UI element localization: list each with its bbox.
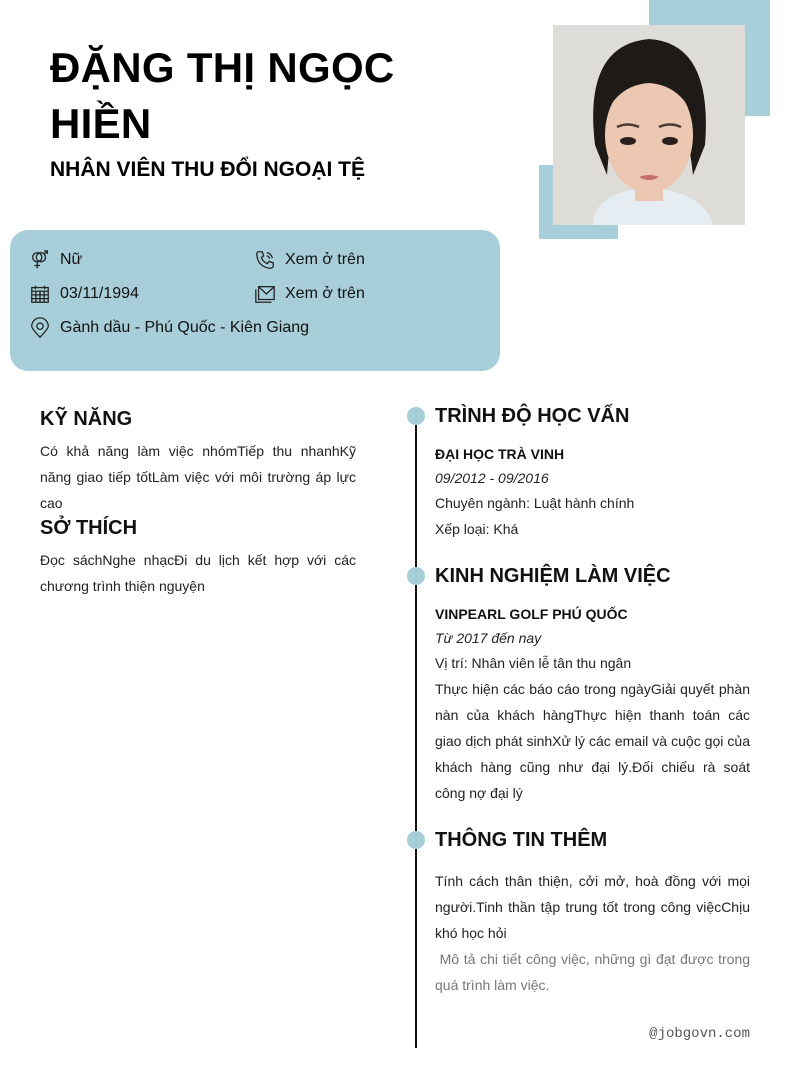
- candidate-name: ĐẶNG THỊ NGỌC HIỀN: [50, 44, 395, 147]
- profile-photo: [553, 25, 745, 225]
- experience-description: Thực hiện các báo cáo trong ngàyGiải quyết phàn nàn của khách hàngThực hiện thanh toán các giao dịch phát sinhXử lý các email và cuộc gọi của khách hàng cũng như đại lý.Đối chiếu rà soát công nợ đại lý: [435, 681, 750, 801]
- gender-value: Nữ: [60, 251, 83, 268]
- timeline-dot-additional: [407, 831, 425, 849]
- job-title: NHÂN VIÊN THU ĐỔI NGOẠI TỆ: [50, 158, 366, 181]
- watermark: @jobgovn.com: [649, 1026, 750, 1042]
- experience-position: Vị trí: Nhân viên lễ tân thu ngân: [435, 655, 632, 671]
- location-pin-icon: [29, 317, 51, 339]
- email-icon: [254, 283, 276, 305]
- education-period: 09/2012 - 09/2016: [435, 470, 549, 486]
- education-grade: Xếp loại: Khá: [435, 521, 519, 537]
- skills-heading: KỸ NĂNG: [40, 408, 133, 430]
- additional-text: Tính cách thân thiện, cởi mở, hoà đồng với mọi người.Tinh thần tập trung tốt trong công việcChịu khó học hỏi: [435, 873, 750, 941]
- calendar-icon: [29, 283, 51, 305]
- contact-email: [254, 283, 365, 305]
- education-school: ĐẠI HỌC TRÀ VINH: [435, 446, 565, 462]
- contact-info-box: [10, 230, 500, 371]
- birthdate-value: 03/11/1994: [60, 285, 139, 302]
- additional-placeholder: Mô tả chi tiết công việc, những gì đạt được trong quá trình làm việc.: [435, 951, 754, 993]
- contact-gender: [29, 249, 82, 271]
- timeline-dot-education: [407, 407, 425, 425]
- skills-text: Có khả năng làm việc nhómTiếp thu nhanhKỹ năng giao tiếp tốtLàm việc với môi trường áp lực cao: [40, 443, 356, 511]
- address-value: Gành dầu - Phú Quốc - Kiên Giang: [60, 319, 310, 336]
- phone-icon: [254, 249, 276, 271]
- experience-company: VINPEARL GOLF PHÚ QUỐC: [435, 606, 628, 622]
- contact-birthdate: [29, 283, 139, 305]
- additional-heading: THÔNG TIN THÊM: [435, 829, 608, 851]
- timeline-line: [415, 420, 417, 1048]
- contact-phone: [254, 249, 365, 271]
- hobbies-text: Đọc sáchNghe nhạcĐi du lịch kết hợp với các chương trình thiện nguyện: [40, 552, 356, 594]
- gender-icon: [29, 249, 51, 271]
- portrait-image: [553, 25, 745, 225]
- experience-heading: KINH NGHIỆM LÀM VIỆC: [435, 565, 671, 587]
- experience-period: Từ 2017 đến nay: [435, 630, 542, 646]
- education-major: Chuyên ngành: Luật hành chính: [435, 495, 635, 511]
- email-value: Xem ở trên: [285, 285, 365, 302]
- hobbies-heading: SỞ THÍCH: [40, 517, 138, 539]
- education-heading: TRÌNH ĐỘ HỌC VẤN: [435, 405, 630, 427]
- timeline-dot-experience: [407, 567, 425, 585]
- phone-value: Xem ở trên: [285, 251, 365, 268]
- contact-address: [29, 317, 309, 339]
